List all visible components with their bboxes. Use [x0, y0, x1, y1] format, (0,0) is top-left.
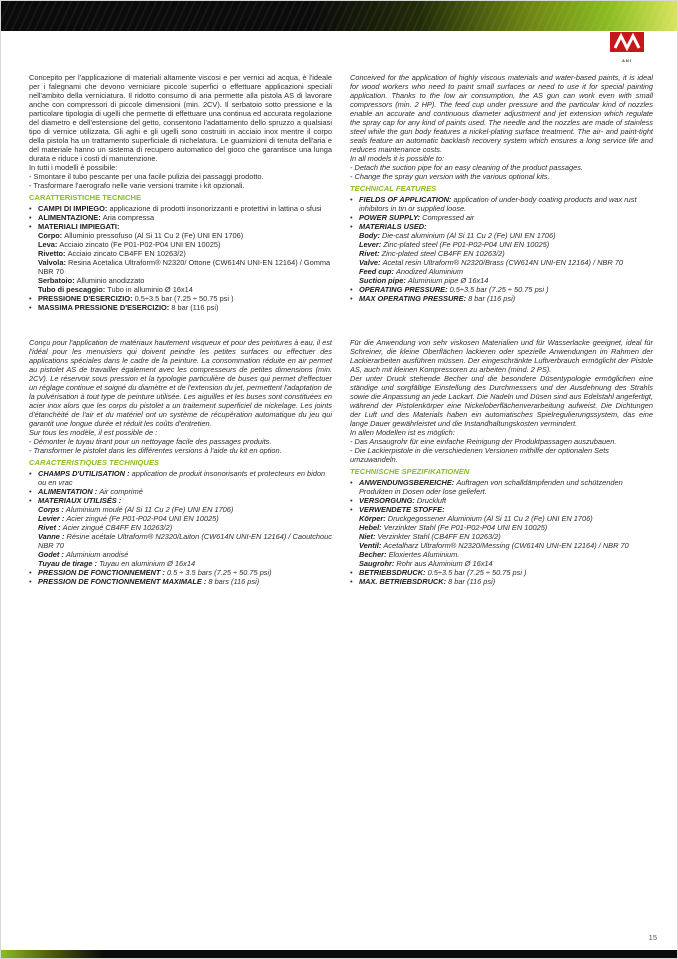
spec-label: Tubo di pescaggio:	[38, 285, 108, 294]
bullet-icon: •	[350, 478, 353, 487]
spec-label: MATERIAUX UTILISÉS :	[38, 496, 122, 505]
spec-value: Anodized Aluminium	[395, 267, 464, 276]
spec-line	[350, 550, 653, 559]
brand-logo-caption: ANI	[622, 58, 632, 63]
spec-label: BETRIEBSDRUCK:	[359, 568, 428, 577]
bullet-icon: •	[29, 487, 32, 496]
spec-line	[29, 294, 332, 303]
spec-label: Becher:	[359, 550, 389, 559]
spec-line	[350, 541, 653, 550]
spec-value: Acciaio zincato (Fe P01-P02-P04 UNI EN 10025)	[59, 240, 221, 249]
intro-paragraphs	[29, 73, 332, 163]
header-bar	[1, 1, 677, 31]
spec-line	[29, 505, 332, 514]
specs-list	[350, 195, 653, 303]
spec-value: Acier zingué (Fe P01-P02-P04 UNI EN 10025)	[66, 514, 219, 523]
spec-value: Alluminio pressofuso (Al Si 11 Cu 2 (Fe) UNI EN 1706)	[64, 231, 244, 240]
spec-value: Auftragen von schalldämpfenden und schützenden Produkten in Dosen oder lose geliefert.	[359, 478, 623, 496]
spec-line	[350, 195, 653, 213]
spec-value: Verzinkter Stahl (Fe P01-P02-P04 UNI EN 10025)	[383, 523, 548, 532]
spec-line	[29, 213, 332, 222]
bullet-icon: •	[29, 303, 32, 312]
intro-paragraph: Conçu pour l'application de matériaux hautement visqueux et pour des peintures à eau, il est l'idéal pour les menuisiers qui doivent peindre les petites surfaces ou effectuer des applications spéciales dans le cadre de la peinture. La consommation réduite en air permet au pistolet AS de travailler également avec les compresseurs de petites dimensions (min. 2CV). Le réservoir sous pression et la typologie particulière de buses qui permet d'effectuer un réglage continue et soigné du diamètre et de l'extension du jet, permettent l'adaptation de la pulvérisation à tout type de peinture utilisée. Les aiguilles et les buses sont constituées en acier inox alors que les corps du pistolet a un traitement superficiel de nickelage. Les joints d'étanchéité de l'air et du matériel ont un système de récupération automatique du jeu qui garantit une longue durée et réduit les coûts d'entretien.	[29, 338, 332, 428]
spec-label: Rivetto:	[38, 249, 68, 258]
spec-line	[350, 276, 653, 285]
spec-label: PRESSION DE FONCTIONNEMENT MAXIMALE :	[38, 577, 209, 586]
intro-paragraph: Der unter Druck stehende Becher und die besondere Düsentypologie ermöglichen eine ständige und sorgfältige Einstellung des Durchmessers und der Ausdehnung des Strahls sowie die Anpassung an jede Lackart. Die Nadeln und Düsen sind aus Edelstahl angefertigt, während der Pistolenkörper eine Nickeloberflächenverarbeitung aufweist. Die Dichtungen der Luft und des Materials haben ein automatisches Spielregulierungssystem, das eine lange Dauer gewährleistet und die Instandhaltungskosten vermindert.	[350, 374, 653, 428]
spec-line	[350, 532, 653, 541]
spec-line	[29, 222, 332, 231]
spec-value: Zinc-plated steel (Fe P01-P02-P04 UNI EN 10025)	[383, 240, 550, 249]
spec-line	[29, 303, 332, 312]
spec-line	[350, 267, 653, 276]
spec-line	[350, 213, 653, 222]
spec-label: Godet :	[38, 550, 66, 559]
spec-line	[350, 496, 653, 505]
spec-line	[350, 231, 653, 240]
spec-value: 8 bar (116 psi)	[448, 577, 496, 586]
spec-value: application de produit insonorisants et protecteurs en bidon ou en vrac	[38, 469, 326, 487]
page-content	[29, 73, 653, 586]
models-list	[29, 172, 332, 190]
spec-value: Aluminium anodisé	[65, 550, 129, 559]
spec-line	[350, 258, 653, 267]
model-list-item: - Die Lackierpistole in die verschiedenen Versionen mithilfe der optionalen Sets umzuwandeln.	[350, 446, 609, 464]
spec-line	[350, 285, 653, 294]
specs-list	[29, 204, 332, 312]
spec-value: 0.5÷3.5 bar (7.25 ÷ 50.75 psi )	[427, 568, 527, 577]
bullet-icon: •	[350, 496, 353, 505]
spec-label: Suction pipe:	[359, 276, 408, 285]
spec-value: applicazione di prodotti insonorizzanti e protettivi in lattina o sfusi	[109, 204, 322, 213]
spec-value: 0.5÷3.5 bar (7.25 ÷ 50.75 psi )	[134, 294, 234, 303]
intro-paragraphs	[350, 73, 653, 154]
bullet-icon: •	[350, 568, 353, 577]
models-list-intro: Sur tous les modèle, il est possible de :	[29, 428, 158, 437]
spec-line	[350, 222, 653, 231]
spec-label: Ventil:	[359, 541, 384, 550]
spec-label: MAX OPERATING PRESSURE:	[359, 294, 469, 303]
spec-value: 8 bar (116 psi)	[171, 303, 219, 312]
spec-label: Vanne :	[38, 532, 67, 541]
spec-label: VERSORGUNG:	[359, 496, 417, 505]
spec-line	[29, 487, 332, 496]
spec-line	[29, 204, 332, 213]
spec-line	[350, 294, 653, 303]
spec-value: Resina Acetalica Ultraform® N2320/ Ottone (CW614N UNI-EN 12164) / Gomma NBR 70	[38, 258, 331, 276]
bullet-icon: •	[350, 195, 353, 204]
spec-value: application of under-body coating products and wax rust inhibitors in tin or supplied loose.	[359, 195, 637, 213]
spec-line	[29, 559, 332, 568]
model-list-item: - Trasformare l'aerografo nelle varie versioni tramite i kit opzionali.	[29, 181, 245, 190]
spec-label: Saugrohr:	[359, 559, 397, 568]
brand-logo	[609, 32, 645, 63]
intro-paragraphs	[29, 338, 332, 428]
spec-label: Hebel:	[359, 523, 384, 532]
spec-label: Rivet:	[359, 249, 382, 258]
spec-line	[350, 523, 653, 532]
spec-line	[29, 258, 332, 276]
spec-label: Serbatoio:	[38, 276, 77, 285]
spec-line	[350, 505, 653, 514]
spec-line	[350, 240, 653, 249]
spec-line	[29, 568, 332, 577]
models-list-intro: In all models it is possible to:	[350, 154, 445, 163]
spec-value: Acetal resin Ultraform® N2320/Brass (CW614N UNI-EN 12164) / NBR 70	[382, 258, 623, 267]
spec-value: Verzinkter Stahl (CB4FF EN 10263/2)	[377, 532, 501, 541]
spec-value: 8 bars (116 psi)	[208, 577, 260, 586]
spec-line	[350, 577, 653, 586]
bullet-icon: •	[350, 222, 353, 231]
spec-value: Résine acétale Ultraform® N2320/Laiton (CW614N UNI-EN 12164) / Caoutchouc NBR 70	[38, 532, 332, 550]
spec-label: Corpo:	[38, 231, 65, 240]
spec-line	[350, 478, 653, 496]
spec-line	[29, 577, 332, 586]
intro-paragraph: Conceived for the application of highly viscous materials and water-based paints, it is ideal for wood workers who need to paint small surfaces or need to use it for special painting application. Thanks to the low air consumption, the AS gun can work even with small compressors (min. 2 HP). The feed cup under pressure and the particular kind of nozzles enable an accurate and continuous diameter adjustment and jet extension which regulate the spray cap for any kind of paints used. The needle and the nozzles are made of stainless steel while the gun body features a nickel-plating surface treatment. The air- and paint-tight seals feature an automatic backlash recovery system which ensures a long service life and reduces maintenance costs.	[350, 73, 653, 154]
spec-label: Leva:	[38, 240, 60, 249]
models-list-intro: In allen Modellen ist es möglich:	[350, 428, 455, 437]
section-french	[29, 338, 332, 586]
spec-value: Alluminio anodizzato	[76, 276, 145, 285]
spec-value: Compressed air	[422, 213, 475, 222]
brand-logo-icon	[610, 39, 644, 56]
bullet-icon: •	[29, 568, 32, 577]
spec-label: Körper:	[359, 514, 388, 523]
bullet-icon: •	[29, 577, 32, 586]
spec-label: MASSIMA PRESSIONE D'ESERCIZIO:	[38, 303, 172, 312]
spec-label: VERWENDETE STOFFE:	[359, 505, 445, 514]
model-list-item: - Change the spray gun version with the various optional kits.	[350, 172, 550, 181]
spec-value: Tubo in alluminio Ø 16x14	[107, 285, 193, 294]
spec-line	[29, 496, 332, 505]
spec-value: Aluminium pipe Ø 16x14	[407, 276, 489, 285]
spec-label: Valvola:	[38, 258, 68, 267]
spec-value: Rohr aus Aluminium Ø 16x14	[396, 559, 493, 568]
spec-value: 0.5÷3.5 bar (7.25 ÷ 50.75 psi )	[449, 285, 549, 294]
spec-label: Niet:	[359, 532, 378, 541]
spec-value: Die-cast aluminium (Al Si 11 Cu 2 (Fe) UNI EN 1706)	[382, 231, 556, 240]
spec-label: MAX. BETRIEBSDRUCK:	[359, 577, 449, 586]
spec-value: Aluminium moulé (Al Si 11 Cu 2 (Fe) UNI EN 1706)	[65, 505, 234, 514]
spec-label: Rivet :	[38, 523, 63, 532]
model-list-item: - Démonter le tuyau tirant pour un nettoyage facile des passages produits.	[29, 437, 272, 446]
spec-label: MATERIALS USED:	[359, 222, 427, 231]
page-number: 15	[648, 933, 657, 942]
section-italian	[29, 73, 332, 312]
spec-value: Tuyau en aluminium Ø 16x14	[99, 559, 196, 568]
spec-label: OPERATING PRESSURE:	[359, 285, 450, 294]
model-list-item: - Smontare il tubo pescante per una facile pulizia dei passaggi prodotto.	[29, 172, 264, 181]
spec-label: ALIMENTAZIONE:	[38, 213, 103, 222]
tech-heading-english: TECHNICAL FEATURES	[350, 184, 437, 193]
spec-line	[350, 559, 653, 568]
bullet-icon: •	[350, 294, 353, 303]
spec-label: Lever:	[359, 240, 384, 249]
bullet-icon: •	[29, 222, 32, 231]
spec-label: MATERIALI IMPIEGATI:	[38, 222, 120, 231]
intro-paragraph: Concepito per l'applicazione di materiali altamente viscosi e per vernici ad acqua, è l'ideale per i falegnami che devono verniciare piccole superfici o effettuare applicazioni speciali nell'ambito della verniciatura. Il ridotto consumo di aria permette alla pistola AS di lavorare anche con compressori di piccole dimensioni (min. 2CV). Il serbatoio sotto pressione e la particolare tipologia di ugelli che permette di effettuare una continua ed accurata regolazione del diametro e dell'estensione del getto, consentono l'adattamento dello spruzzo a qualsiasi tipo di vernice utilizzata. Gli aghi e gli ugelli sono costruiti in acciaio inox mentre il corpo della pistola ha un trattamento superficiale di nichelatura. Le guarnizioni di tenuta dell'aria e del materiale hanno un sistema di recupero automatico del gioco che garantisce una lunga durata e riduce i costi di manutenzione.	[29, 73, 332, 163]
tech-heading-italian: CARATTERISTICHE TECNICHE	[29, 193, 142, 202]
spec-label: ALIMENTATION :	[38, 487, 100, 496]
bullet-icon: •	[29, 294, 32, 303]
spec-line	[350, 249, 653, 258]
spec-line	[29, 469, 332, 487]
spec-label: Corps :	[38, 505, 66, 514]
spec-value: Zinc-plated steel CB4FF EN 10263/2)	[381, 249, 505, 258]
specs-list	[29, 469, 332, 586]
spec-value: Eloxiertes Aluminium.	[388, 550, 460, 559]
spec-label: CAMPI DI IMPIEGO:	[38, 204, 110, 213]
spec-label: Valve:	[359, 258, 383, 267]
spec-line	[350, 514, 653, 523]
spec-label: Feed cup:	[359, 267, 396, 276]
spec-value: Acier zingué CB4FF EN 10263/2)	[62, 523, 173, 532]
spec-line	[350, 568, 653, 577]
spec-value: Acciaio zincato CB4FF EN 10263/2)	[67, 249, 186, 258]
spec-line	[29, 249, 332, 258]
spec-value: Acetalharz Ultraform® N2320/Messing (CW614N UNI-EN 12164) / NBR 70	[383, 541, 629, 550]
spec-line	[29, 550, 332, 559]
spec-label: PRESSION DE FONCTIONNEMENT :	[38, 568, 167, 577]
spec-line	[29, 231, 332, 240]
bullet-icon: •	[29, 204, 32, 213]
bullet-icon: •	[350, 213, 353, 222]
spec-value: Aria compressa	[102, 213, 155, 222]
spec-value: Druckgegossener Aluminium (Al Si 11 Cu 2 (Fe) UNI EN 1706)	[387, 514, 593, 523]
specs-list	[350, 478, 653, 586]
spec-label: FIELDS OF APPLICATION:	[359, 195, 454, 204]
section-german	[350, 338, 653, 586]
spec-line	[29, 285, 332, 294]
spec-label: CHAMPS D'UTILISATION :	[38, 469, 132, 478]
model-list-item: - Das Ansaugrohr für eine einfache Reinigung der Produktpassagen auszubauen.	[350, 437, 617, 446]
spec-value: Air comprimé	[99, 487, 143, 496]
models-list	[29, 437, 332, 455]
bullet-icon: •	[350, 285, 353, 294]
section-english	[350, 73, 653, 312]
spec-line	[29, 240, 332, 249]
spec-line	[29, 523, 332, 532]
spec-line	[29, 514, 332, 523]
bullet-icon: •	[29, 496, 32, 505]
spec-value: 0.5 ÷ 3.5 bars (7.25 ÷ 50.75 psi)	[166, 568, 272, 577]
footer-bar	[1, 950, 677, 958]
bullet-icon: •	[350, 505, 353, 514]
spec-label: Levier :	[38, 514, 67, 523]
spec-line	[29, 532, 332, 550]
models-list	[350, 163, 653, 181]
intro-paragraph: Für die Anwendung von sehr viskosen Materialien und für Wasserlacke geeignet, ideal für Schreiner, die kleine Oberflächen lackieren oder spezielle Anwendungen im Rahmen der Lackierarbeiten ausführen müssen. Der eingeschränkte Luftverbrauch ermöglicht der Pistole AS, auch mit kleinen Kompressoren zu arbeiten (mind. 2 PS).	[350, 338, 653, 374]
spec-label: ANWENDUNGSBEREICHE:	[359, 478, 457, 487]
model-list-item: - Detach the suction pipe for an easy cleaning of the product passages.	[350, 163, 583, 172]
spec-label: Body:	[359, 231, 382, 240]
bullet-icon: •	[350, 577, 353, 586]
spec-label: Tuyau de tirage :	[38, 559, 100, 568]
spec-value: 8 bar (116 psi)	[468, 294, 516, 303]
spec-value: Druckluft	[416, 496, 447, 505]
tech-heading-german: TECHNISCHE SPEZIFIKATIONEN	[350, 467, 470, 476]
spec-label: PRESSIONE D'ESERCIZIO:	[38, 294, 135, 303]
spec-line	[29, 276, 332, 285]
model-list-item: - Transformer le pistolet dans les différentes versions à l'aide du kit en option.	[29, 446, 282, 455]
intro-paragraphs	[350, 338, 653, 428]
models-list-intro: In tutti i modelli è possibile:	[29, 163, 118, 172]
bullet-icon: •	[29, 213, 32, 222]
tech-heading-french: CARACTERISTIQUES TECHNIQUES	[29, 458, 159, 467]
bullet-icon: •	[29, 469, 32, 478]
models-list	[350, 437, 653, 464]
spec-label: POWER SUPPLY:	[359, 213, 423, 222]
